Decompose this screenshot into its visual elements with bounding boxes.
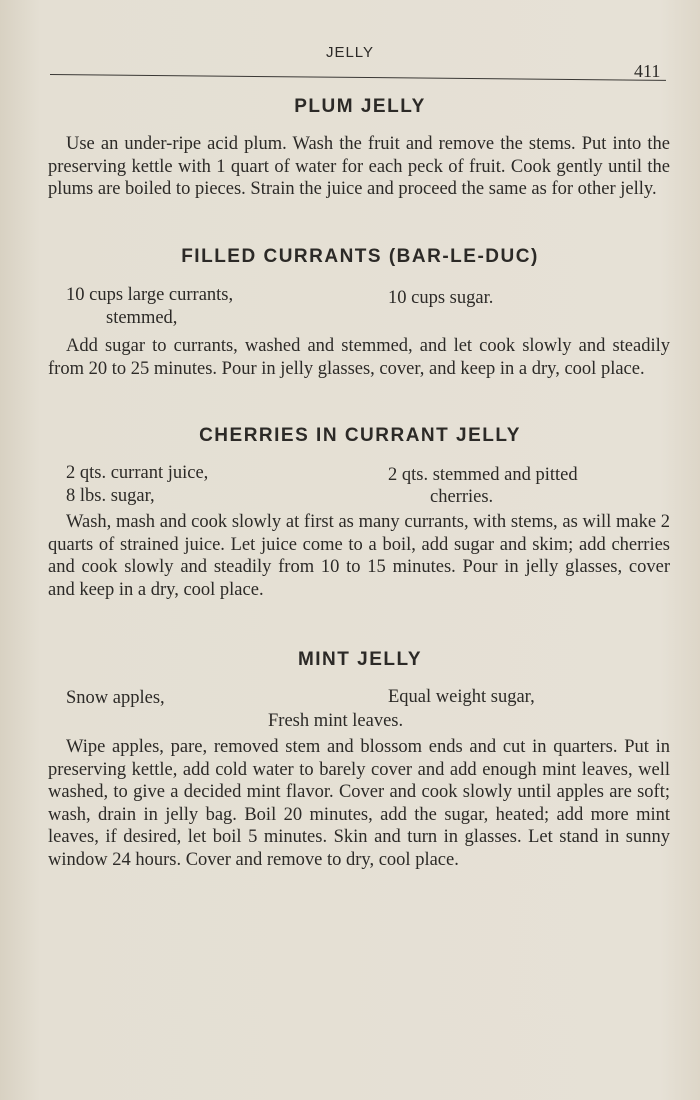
ingredient-equal-sugar: Equal weight sugar, [388,687,535,707]
ingredient-currants: 10 cups large currants, [66,285,234,305]
header-rule [50,74,666,81]
paragraph-cherries: Wash, mash and cook slowly at first as many currants, with stems, as will make 2 quarts of strained juice. Let juice come to a boil, add sugar and skim; add cherries and cook slowly and steadily from 10 to 15 minutes. Pour in jelly glasses, cover and keep in a dry, cool place. [48,512,670,600]
section-title-filled-currants: FILLED CURRANTS (BAR-LE-DUC) [181,246,539,267]
page-number: 411 [634,61,661,81]
running-head: JELLY [325,44,375,61]
ingredient-currant-juice: 2 qts. currant juice, [66,463,209,483]
ingredient-sugar-lbs: 8 lbs. sugar, [66,486,155,506]
ingredient-cherries: 2 qts. stemmed and pitted [388,465,578,485]
ingredient-cherries-cont: cherries. [430,487,494,507]
ingredient-sugar: 10 cups sugar. [388,288,494,308]
paragraph-mint-jelly: Wipe apples, pare, removed stem and blossom ends and cut in quarters. Put in preserving kettle, add cold water to barely cover and add enough mint leaves, well washed, to give a decided mint flavor. Cover and cook slowly until apples are soft; wash, drain in jelly bag. Boil 20 minutes, add the sugar, heated; add more mint leaves, if desired, let boil 5 minutes. Skin and turn in glasses. Let stand in sunny window 24 hours. Cover and remove to dry, cool place. [48,737,670,870]
paragraph-filled-currants: Add sugar to currants, washed and stemmed, and let cook slowly and steadily from 20 to 25 minutes. Pour in jelly glasses, cover, and keep in a dry, cool place. [48,336,670,379]
section-title-mint-jelly: MINT JELLY [297,649,423,670]
paragraph-plum-jelly: Use an under-ripe acid plum. Wash the fruit and remove the stems. Put into the preserving kettle with 1 quart of water for each peck of fruit. Cook gently until the plums are boiled to pieces. Strain the juice and proceed the same as for other jelly. [48,134,670,200]
section-title-plum-jelly: PLUM JELLY [294,96,426,117]
ingredient-snow-apples: Snow apples, [66,688,165,708]
ingredient-mint-leaves: Fresh mint leaves. [268,711,404,731]
ingredient-currants-cont: stemmed, [106,308,178,328]
section-title-cherries: CHERRIES IN CURRANT JELLY [199,425,521,446]
